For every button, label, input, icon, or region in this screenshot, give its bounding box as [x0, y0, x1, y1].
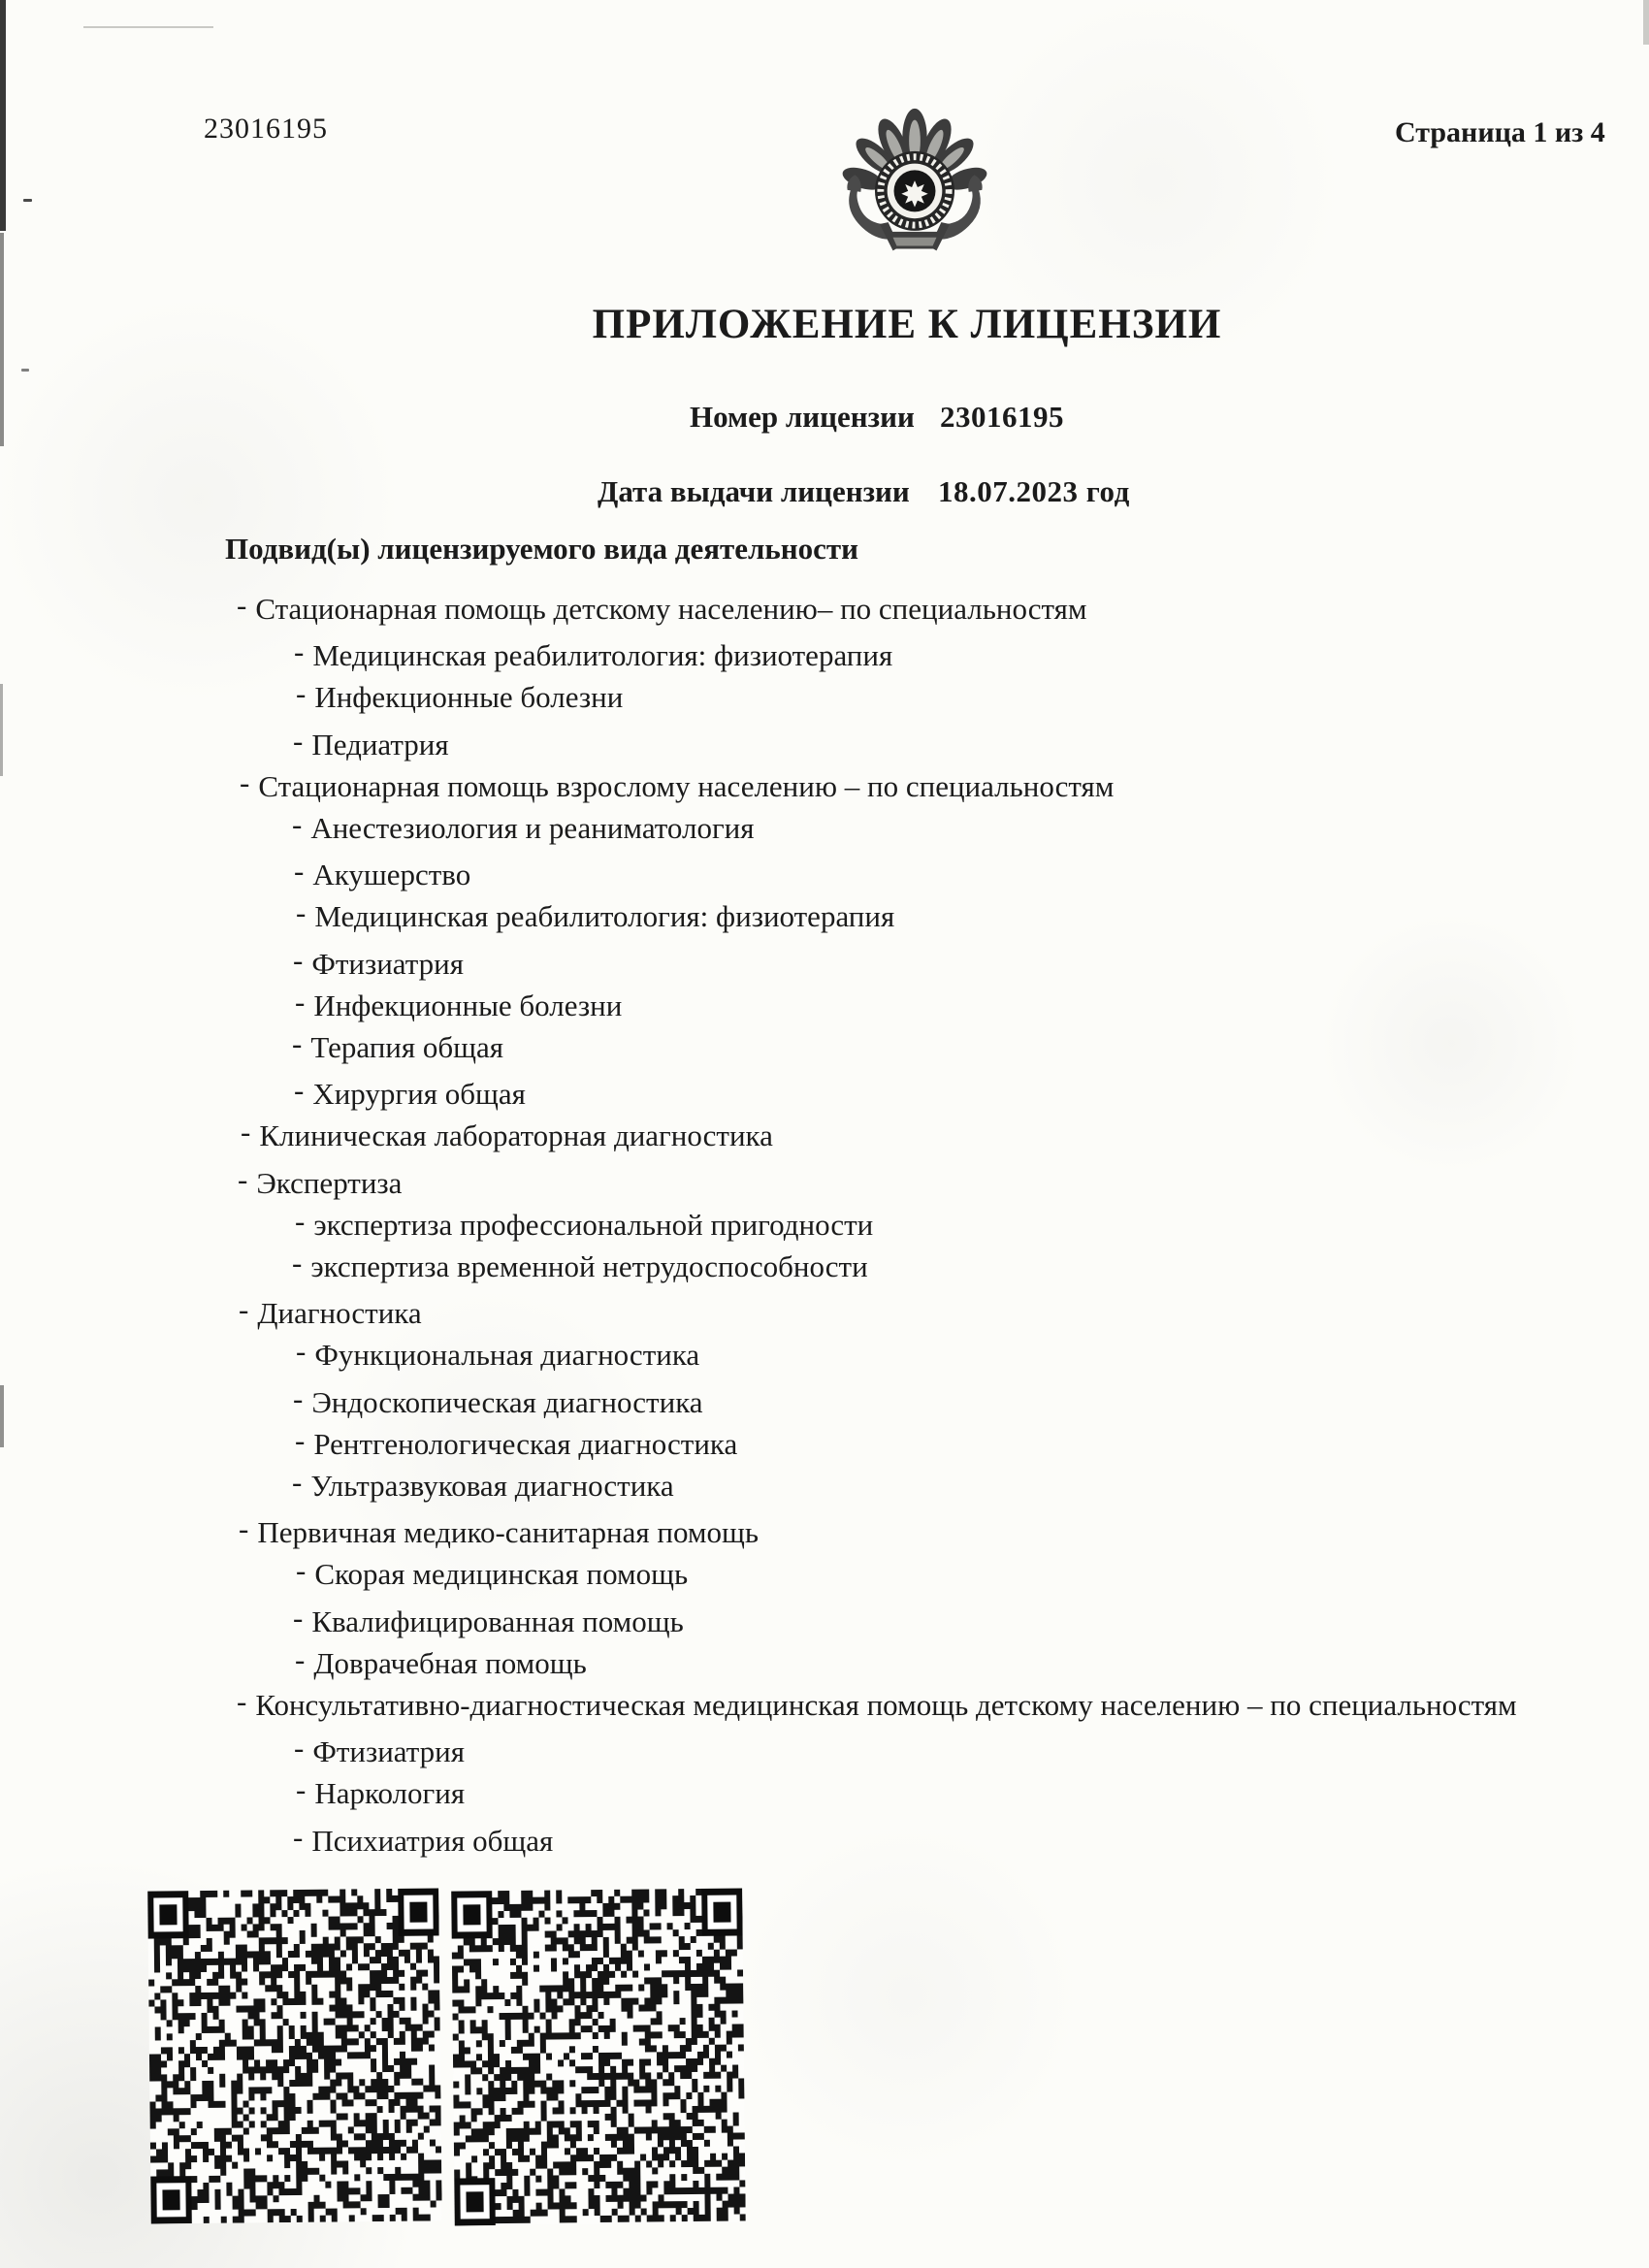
- list-item-text: Рентгенологическая диагностика: [313, 1427, 738, 1461]
- list-item-dash: -: [293, 1381, 304, 1415]
- list-item-text: Функциональная диагностика: [314, 1338, 700, 1372]
- scan-artifact-corner: [1643, 0, 1649, 45]
- scan-artifact-speck: [23, 199, 32, 202]
- list-item-dash: -: [240, 765, 250, 799]
- list-item-text: Анестезиология и реаниматология: [310, 811, 755, 845]
- list-item-dash: -: [294, 1731, 305, 1765]
- list-item: [292, 809, 755, 843]
- list-item-text: Медицинская реабилитология: физиотерапия: [314, 899, 895, 933]
- list-item-text: экспертиза временной нетрудоспособности: [310, 1249, 868, 1283]
- license-number-value: 23016195: [940, 400, 1064, 434]
- list-item-dash: -: [295, 1423, 306, 1457]
- list-item-text: Педиатрия: [311, 728, 449, 761]
- list-item: [239, 1294, 422, 1328]
- list-item-dash: -: [294, 634, 305, 668]
- list-item-dash: -: [293, 943, 304, 977]
- list-item-text: Инфекционные болезни: [314, 680, 624, 714]
- list-item-text: Хирургия общая: [312, 1077, 526, 1111]
- list-item-text: Ультразвуковая диагностика: [310, 1469, 674, 1503]
- list-item-text: Фтизиатрия: [312, 1734, 466, 1768]
- list-item-text: Инфекционные болезни: [313, 988, 623, 1022]
- list-item-dash: -: [295, 985, 306, 1019]
- list-item-text: Фтизиатрия: [311, 947, 465, 981]
- list-item-text: Клиническая лабораторная диагностика: [259, 1118, 773, 1152]
- list-item: [240, 767, 1114, 801]
- list-item-text: Психиатрия общая: [311, 1824, 554, 1858]
- list-item: [294, 1075, 526, 1109]
- list-item-dash: -: [239, 1292, 249, 1326]
- list-item: [293, 726, 449, 760]
- list-item: [296, 1774, 465, 1808]
- list-item-dash: -: [239, 1511, 249, 1545]
- list-item-dash: -: [241, 1115, 251, 1149]
- scan-artifact-edge: [0, 0, 6, 231]
- list-item: [237, 1686, 1517, 1720]
- list-item: [296, 1555, 688, 1589]
- list-item-text: Стационарная помощь взрослому населению – по специальностям: [258, 769, 1115, 803]
- list-item-dash: -: [296, 676, 307, 710]
- doc-number: 23016195: [204, 113, 328, 145]
- list-item: [294, 856, 470, 890]
- list-item-text: Экспертиза: [256, 1166, 403, 1200]
- list-item-dash: -: [237, 1684, 247, 1718]
- list-item: [292, 1467, 674, 1501]
- list-item-dash: -: [292, 1246, 303, 1280]
- issue-date-label: Дата выдачи лицензии: [598, 474, 910, 508]
- list-item: [296, 678, 623, 712]
- list-item-dash: -: [295, 1642, 306, 1676]
- kazakhstan-emblem-icon: [834, 99, 995, 274]
- list-item-text: Стационарная помощь детскому населению– по специальностям: [255, 592, 1087, 626]
- list-item-dash: -: [238, 1162, 248, 1196]
- scan-artifact-edge: [0, 1385, 4, 1447]
- list-item-dash: -: [296, 895, 307, 929]
- list-item-text: Медицинская реабилитология: физиотерапия: [312, 638, 893, 672]
- list-item-dash: -: [294, 854, 305, 888]
- list-item: [241, 1117, 773, 1150]
- list-item-text: Диагностика: [257, 1296, 422, 1330]
- list-item: [293, 945, 464, 979]
- list-item-text: Наркология: [314, 1776, 466, 1810]
- list-item: [294, 1733, 465, 1766]
- list-item: [293, 1383, 703, 1417]
- list-item: [296, 1336, 699, 1370]
- list-item: [239, 1513, 759, 1547]
- list-item-dash: -: [292, 1465, 303, 1499]
- scan-artifact-line: [83, 26, 213, 28]
- qr-code-right-icon: [451, 1888, 746, 2225]
- list-item: [238, 1164, 402, 1198]
- list-item-dash: -: [294, 1073, 305, 1107]
- list-item-dash: -: [293, 1820, 304, 1854]
- list-item-text: Первичная медико-санитарная помощь: [257, 1515, 760, 1549]
- list-item-text: Акушерство: [312, 858, 471, 891]
- list-item: [292, 1247, 868, 1281]
- list-item: [292, 1028, 503, 1062]
- list-item-dash: -: [293, 724, 304, 758]
- list-item-text: Доврачебная помощь: [313, 1646, 587, 1680]
- list-item: [295, 1206, 873, 1240]
- list-item: [237, 590, 1087, 624]
- page-indicator: Страница 1 из 4: [1395, 116, 1605, 148]
- list-item-dash: -: [296, 1553, 307, 1587]
- list-item: [293, 1603, 684, 1636]
- scan-artifact-speck: [21, 369, 29, 372]
- list-item-text: Скорая медицинская помощь: [314, 1557, 689, 1591]
- list-item: [295, 1425, 737, 1459]
- list-item-text: Консультативно-диагностическая медицинская помощь детскому населению – по специальностям: [255, 1688, 1517, 1722]
- document-title: ПРИЛОЖЕНИЕ К ЛИЦЕНЗИИ: [592, 302, 1222, 347]
- list-item-text: экспертиза профессиональной пригодности: [313, 1208, 874, 1242]
- list-item-dash: -: [296, 1334, 307, 1368]
- list-item-dash: -: [296, 1772, 307, 1806]
- license-number-label: Номер лицензии: [690, 400, 915, 434]
- scan-artifact-edge: [0, 233, 4, 446]
- list-item: [294, 636, 892, 670]
- list-item-dash: -: [293, 1601, 304, 1635]
- subtypes-heading: Подвид(ы) лицензируемого вида деятельности: [225, 532, 858, 566]
- list-item-text: Терапия общая: [310, 1030, 504, 1064]
- list-item-dash: -: [237, 588, 247, 622]
- list-item-dash: -: [292, 1026, 303, 1060]
- list-item: [295, 987, 622, 1021]
- list-item: [293, 1822, 553, 1856]
- issue-date-value: 18.07.2023 год: [938, 474, 1130, 508]
- qr-code-left-icon: [147, 1888, 442, 2223]
- list-item-text: Эндоскопическая диагностика: [311, 1385, 703, 1419]
- scan-artifact-edge: [0, 684, 3, 776]
- list-item: [296, 897, 894, 931]
- list-item: [295, 1644, 587, 1678]
- list-item-text: Квалифицированная помощь: [311, 1604, 684, 1638]
- list-item-dash: -: [292, 807, 303, 841]
- list-item-dash: -: [295, 1204, 306, 1238]
